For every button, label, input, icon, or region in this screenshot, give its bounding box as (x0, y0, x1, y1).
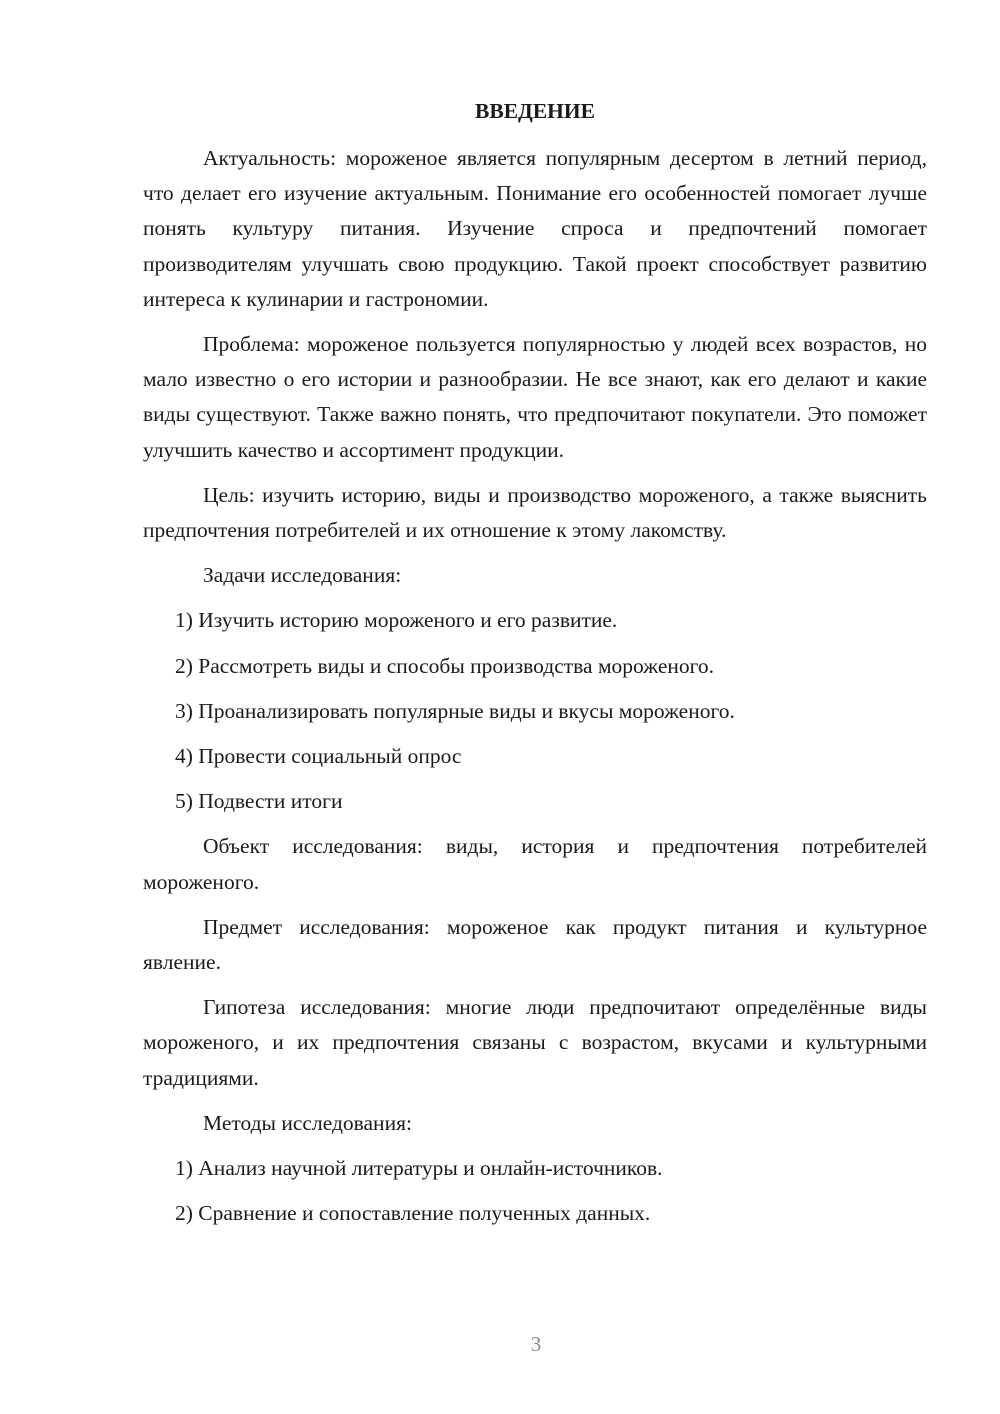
object-paragraph: Объект исследования: виды, история и предпочтения потребителей мороженого. (143, 834, 927, 894)
methods-heading: Методы исследования: (203, 1110, 412, 1135)
task-item: 2) Рассмотреть виды и способы производства мороженого. (175, 653, 715, 678)
hypothesis-paragraph: Гипотеза исследования: многие люди предпочитают определённые виды мороженого, и их предпочтения связаны с возрастом, вкусами и культурными традициями. (143, 995, 927, 1090)
goal-paragraph: Цель: изучить историю, виды и производство мороженого, а также выяснить предпочтения потребителей и их отношение к этому лакомству. (143, 482, 927, 543)
task-item: 1) Изучить историю мороженого и его развитие. (175, 608, 618, 633)
page-content (143, 94, 927, 1241)
method-item: 1) Анализ научной литературы и онлайн-источников. (175, 1156, 663, 1181)
relevance-paragraph: Актуальность: мороженое является популярным десертом в летний период, что делает его изучение актуальным. Понимание его особенностей помогает лучше понять культуру питания. Изучение спроса и предпочтений помогает производителям улучшать свою продукцию. Такой проект способствует развитию интереса к кулинарии и гастрономии. (143, 146, 927, 311)
task-item: 4) Провести социальный опрос (175, 744, 462, 769)
section-title: ВВЕДЕНИЕ (475, 99, 595, 123)
task-item: 5) Подвести итоги (175, 789, 343, 814)
subject-paragraph: Предмет исследования: мороженое как продукт питания и культурное явление. (143, 914, 927, 975)
page-number: 3 (530, 1332, 542, 1356)
problem-paragraph: Проблема: мороженое пользуется популярностью у людей всех возрастов, но мало известно о его истории и разнообразии. Не все знают, как его делают и какие виды существуют. Также важно понять, что предпочитают покупатели. Это поможет улучшить качество и ассортимент продукции. (143, 332, 927, 462)
method-item: 2) Сравнение и сопоставление полученных данных. (175, 1201, 651, 1226)
tasks-heading: Задачи исследования: (203, 563, 402, 588)
task-item: 3) Проанализировать популярные виды и вкусы мороженого. (175, 698, 735, 723)
